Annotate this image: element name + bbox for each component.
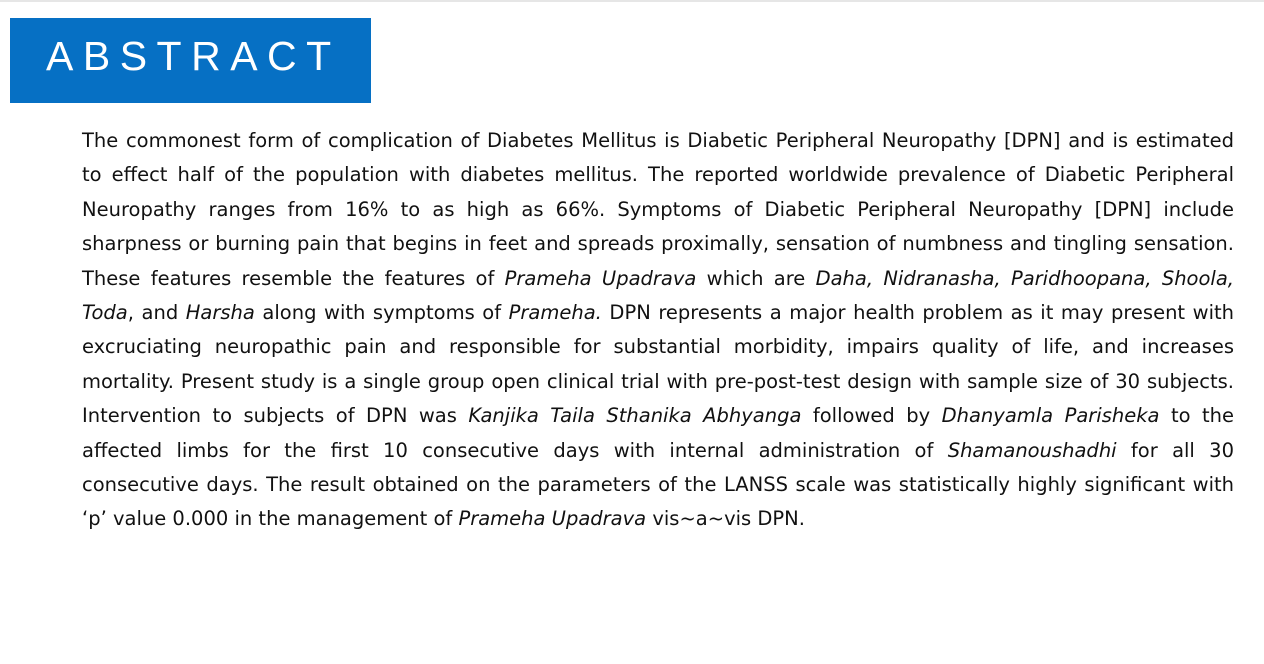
top-divider — [0, 0, 1264, 2]
abstract-text-italic: Shamanoushadhi — [947, 438, 1117, 462]
abstract-text: for all 30 consecutive days. The result obtained on the parameters of the LANSS scale was statistically highly significant with ‘p’ value 0.000 in the management of — [82, 438, 1234, 531]
abstract-text-italic: Prameha Upadrava — [504, 266, 697, 290]
abstract-paragraph — [82, 124, 1234, 537]
abstract-text-italic: Harsha — [185, 301, 255, 325]
abstract-text-italic: Dhanyamla Parisheka — [941, 404, 1160, 428]
abstract-text-italic: Prameha Upadrava — [458, 507, 647, 531]
abstract-text: vis~a~vis DPN. — [646, 507, 805, 531]
abstract-text-italic: Daha, Nidranasha, Paridhoopana, Shoola, Toda — [82, 266, 1234, 325]
abstract-text: which are — [696, 266, 816, 290]
abstract-text: , and — [127, 301, 186, 325]
abstract-text: DPN represents a major health problem as it may present with excruciating neuropathic pain and responsible for substantial morbidity, impairs quality of life, and increases mortality. Present study is a single group open clinical trial with pre-post-test design with sample size of 30 subjects. Intervention to subjects of DPN was — [82, 301, 1234, 428]
abstract-text-italic: Prameha. — [508, 301, 602, 325]
abstract-text-italic: Kanjika Taila Sthanika Abhyanga — [468, 404, 802, 428]
abstract-text: to the affected limbs for the first 10 consecutive days with internal administration of — [82, 404, 1234, 462]
abstract-heading: ABSTRACT — [46, 33, 341, 79]
abstract-text: The commonest form of complication of Diabetes Mellitus is Diabetic Peripheral Neuropathy [DPN] and is estimated to effect half of the population with diabetes mellitus. The reported worldwide prevalence of Diabetic Peripheral Neuropathy ranges from 16% to as high as 66%. Symptoms of Diabetic Peripheral Neuropathy [DPN] include sharpness or burning pain that begins in feet and spreads proximally, sensation of numbness and tingling sensation. These features resemble the features of — [82, 129, 1234, 290]
abstract-text: followed by — [801, 404, 942, 428]
abstract-banner — [10, 18, 371, 103]
abstract-text: along with symptoms of — [254, 301, 509, 325]
